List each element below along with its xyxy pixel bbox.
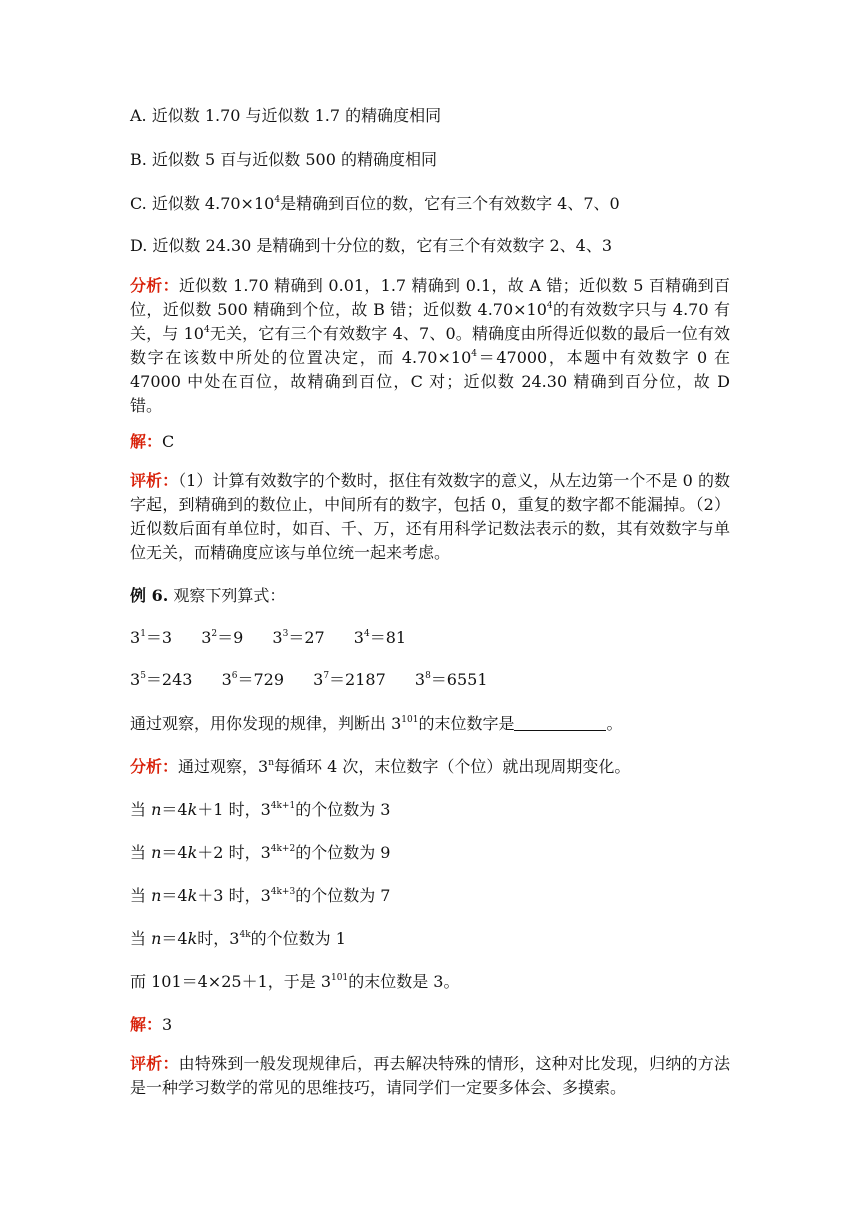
answer-label: 解： <box>130 1015 163 1034</box>
q6-analysis: 分析：通过观察，3$^n$每循环 4 次，末位数字（个位）就出现周期变化。 <box>130 757 631 776</box>
option-c: C. 近似数 $4.70\times 10^4$是精确到百位的数，它有三个有效数字 4、7、0 <box>130 194 620 213</box>
q6-comment: 评析：由特殊到一般发现规律后，再去解决特殊的情形，这种对比发现，归纳的方法是一种学习数学的常见的思维技巧，请同学们一定要多体会、多摸索。 <box>130 1054 730 1097</box>
q5-comment: 评析：（1）计算有效数字的个数时，抠住有效数字的意义，从左边第一个不是 0 的数字起，到精确到的数位止，中间所有的数字，包括 0，重复的数字都不能漏掉。（2）近似数后面有单位时，如百、千、万，还有用科学记数法表示的数，其有效数字与单位无关，而精确度应该与单位统一起来考虑。 <box>130 471 730 562</box>
comment-label: 评析： <box>130 1054 179 1073</box>
case-line: 当 n＝4k＋3 时，$3^{4k+3}$的个位数为 7 <box>130 886 391 905</box>
example-6-title: 例 6. 观察下列算式： <box>130 586 286 605</box>
powers-row-1: $3^1=3$ $3^2=9$ $3^3=27$ $3^4=81$ <box>130 628 407 647</box>
analysis-label: 分析： <box>130 757 179 776</box>
answer-label: 解： <box>130 432 163 451</box>
comment-label: 评析： <box>130 471 179 490</box>
option-b: B. 近似数 5 百与近似数 500 的精确度相同 <box>130 150 437 169</box>
case-line: 当 n＝4k时，$3^{4k}$的个位数为 1 <box>130 929 346 948</box>
case-line: 当 n＝4k＋2 时，$3^{4k+2}$的个位数为 9 <box>130 843 391 862</box>
case-line: 当 n＝4k＋1 时，$3^{4k+1}$的个位数为 3 <box>130 800 391 819</box>
answer-blank <box>514 716 606 731</box>
analysis-label: 分析： <box>130 276 179 295</box>
q6-question: 通过观察，用你发现的规律，判断出 $3^{101}$的末位数字是 。 <box>130 714 623 733</box>
q6-answer: 解：3 <box>130 1015 173 1034</box>
q5-answer: 解：C <box>130 432 175 451</box>
powers-row-2: $3^5=243$ $3^6=729$ $3^7=2187$ $3^8=6551$ <box>130 670 488 689</box>
q6-conclusion: 而 101＝4×25＋1，于是 $3^{101}$的末位数是 3。 <box>130 972 460 991</box>
q5-analysis: 分析：近似数 1.70 精确到 0.01，1.7 精确到 0.1，故 A 错；近似数 5 百精确到百位，近似数 500 精确到个位，故 B 错；近似数 $4.70\times 10^4$的有效数字只与 4.70 有关，与 $10^4$无关，它有三个有效数字 4、7、0。精确度由所得近似数的最后一位有效数字在该数中所处的位置决定，而 $4.70\times 10^4=47000$，本题中有效数字 0 在 47000 中处在百位，故精确到百位，C 对；近似数 24.30 精确到百分位，故 D 错。 <box>130 276 730 415</box>
option-d: D. 近似数 24.30 是精确到十分位的数，它有三个有效数字 2、4、3 <box>130 236 613 255</box>
option-a: A. 近似数 1.70 与近似数 1.7 的精确度相同 <box>130 106 442 125</box>
